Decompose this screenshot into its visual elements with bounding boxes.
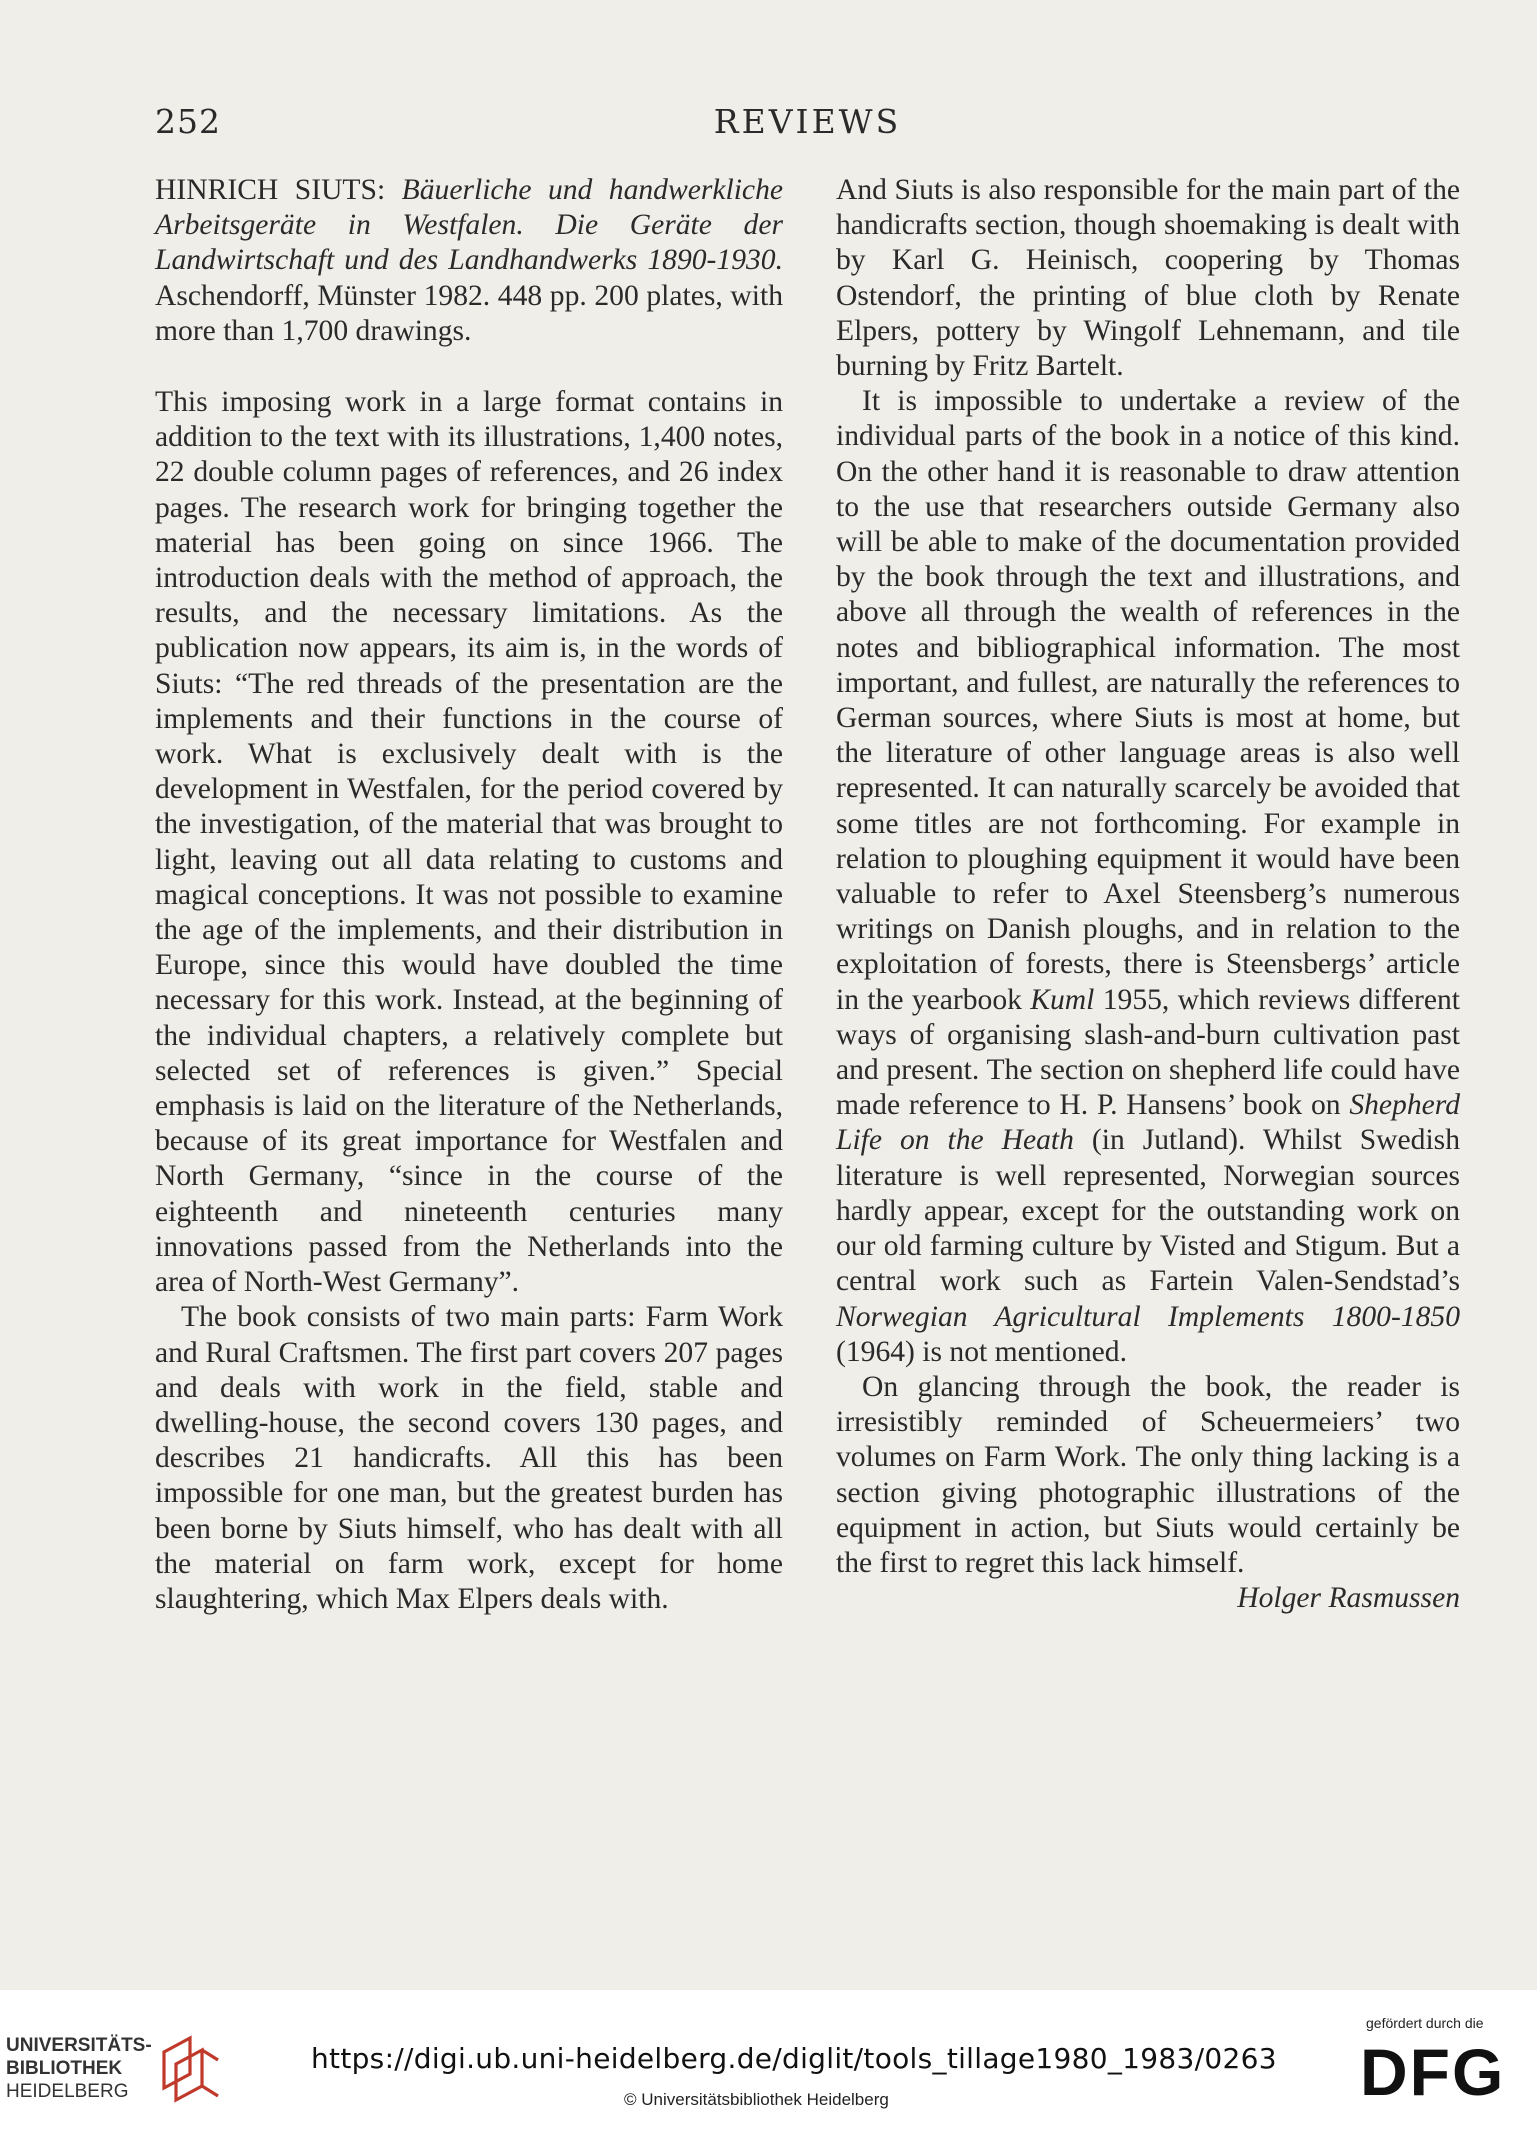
text-run: (in Jutland). Whilst Swedish literature is well represented, Norwegian sources hardly appear, except for the outstanding work on our old farming culture by Visted and Stigum. But a central work such as Fartein Valen-Sendstad’s: [836, 1124, 1460, 1298]
italic-title: Norwegian Agricultural Implements 1800-1850: [836, 1300, 1460, 1333]
reviewer-signature: Holger Rasmussen: [1237, 1582, 1460, 1615]
permalink-url[interactable]: https://digi.ub.uni-heidelberg.de/diglit/tools_tillage1980_1983/0263: [311, 2042, 1277, 2075]
logo-text: [6, 2034, 152, 2103]
copyright-notice: © Universitätsbibliothek Heidelberg: [624, 2090, 889, 2109]
text-run: (1964) is not mentioned.: [836, 1335, 1127, 1368]
left-column: [155, 173, 783, 1617]
digitization-footer: [0, 1990, 1537, 2141]
citation-author: HINRICH SIUTS:: [155, 174, 402, 206]
right-column: [836, 173, 1460, 1616]
citation: [155, 173, 783, 349]
text-run: 1955, which reviews different ways of organising slash-and-burn cultivation past and present. The section on shepherd life could have made reference to H. P. Hansens’ book on: [836, 983, 1460, 1122]
logo-line: UNIVERSITÄTS-: [6, 2035, 152, 2056]
citation-title: Bäuerliche und handwerkliche Arbeitsgeräte in Westfalen. Die Geräte der Landwirtschaft und des Landhandwerks 1890-1930.: [155, 174, 784, 277]
paragraph: And Siuts is also responsible for the main part of the handicrafts section, though shoemaking is dealt with by Karl G. Heinisch, coopering by Thomas Ostendorf, the printing of blue cloth by Renate Elpers, pottery by Wingolf Lehnemann, and tile burning by Fritz Bartelt.: [836, 174, 1460, 383]
paragraph: On glancing through the book, the reader is irresistibly reminded of Scheuermeiers’ two volumes on Farm Work. The only thing lacking is a section giving photographic illustrations of the equipment in action, but Siuts would certainly be the first to regret this lack himself.: [836, 1370, 1460, 1579]
paragraph: The book consists of two main parts: Farm Work and Rural Craftsmen. The first part covers 207 pages and deals with work in the field, stable and dwelling-house, the second covers 130 pages, and describes 21 handicrafts. All this has been impossible for one man, but the greatest burden has been borne by Siuts himself, who has dealt with all the material on farm work, except for home slaughtering, which Max Elpers deals with.: [155, 1301, 783, 1615]
page-header: [155, 102, 1460, 150]
library-mark-icon: [156, 2030, 226, 2105]
dfg-logo[interactable]: [1360, 2015, 1520, 2125]
logo-line: HEIDELBERG: [6, 2081, 129, 2102]
logo-line: BIBLIOTHEK: [6, 2058, 123, 2079]
italic-title: Kuml: [1030, 983, 1095, 1016]
text-run: It is impossible to undertake a review of the individual parts of the book in a notice of this kind. On the other hand it is reasonable to draw attention to the use that researchers outside Germany also will be able to make of the documentation provided by the book through the text and illustrations, and above all through the wealth of references in the notes and bibliographical information. The most important, and fullest, are naturally the references to German sources, where Siuts is most at home, but the literature of other language areas is also well represented. It can naturally scarcely be avoided that some titles are not forthcoming. For example in relation to ploughing equipment it would have been valuable to refer to Axel Steensberg’s numerous writings on Danish ploughs, and in relation to the exploitation of forests, there is Steensbergs’ article in the yearbook: [836, 385, 1460, 1016]
italic-title: Shepherd Life on the Heath: [836, 1089, 1460, 1157]
paragraph: [836, 384, 1460, 1370]
running-head: REVIEWS: [713, 102, 902, 141]
ub-heidelberg-logo[interactable]: [6, 2030, 241, 2110]
dfg-wordmark: DFG: [1360, 2035, 1506, 2109]
funded-by-label: gefördert durch die: [1366, 2015, 1484, 2031]
citation-details: Aschendorff, Münster 1982. 448 pp. 200 plates, with more than 1,700 drawings.: [155, 279, 783, 347]
paragraph: This imposing work in a large format contains in addition to the text with its illustrations, 1,400 notes, 22 double column pages of references, and 26 index pages. The research work for bringing together the material has been going on since 1966. The introduction deals with the method of approach, the results, and the necessary limitations. As the publication now appears, its aim is, in the words of Siuts: “The red threads of the presentation are the implements and their functions in the course of work. What is exclusively dealt with is the development in Westfalen, for the period covered by the investigation, of the material that was brought to light, leaving out all data relating to customs and magical conceptions. It was not possible to examine the age of the implements, and their distribution in Europe, since this would have doubled the time necessary for this work. Instead, at the beginning of the individual chapters, a relatively complete but selected set of references is given.” Special emphasis is laid on the literature of the Netherlands, because of its great importance for Westfalen and North Germany, “since in the course of the eighteenth and nineteenth centuries many innovations passed from the Netherlands into the area of North-West Germany”.: [155, 386, 783, 1299]
page-number: 252: [155, 102, 221, 141]
